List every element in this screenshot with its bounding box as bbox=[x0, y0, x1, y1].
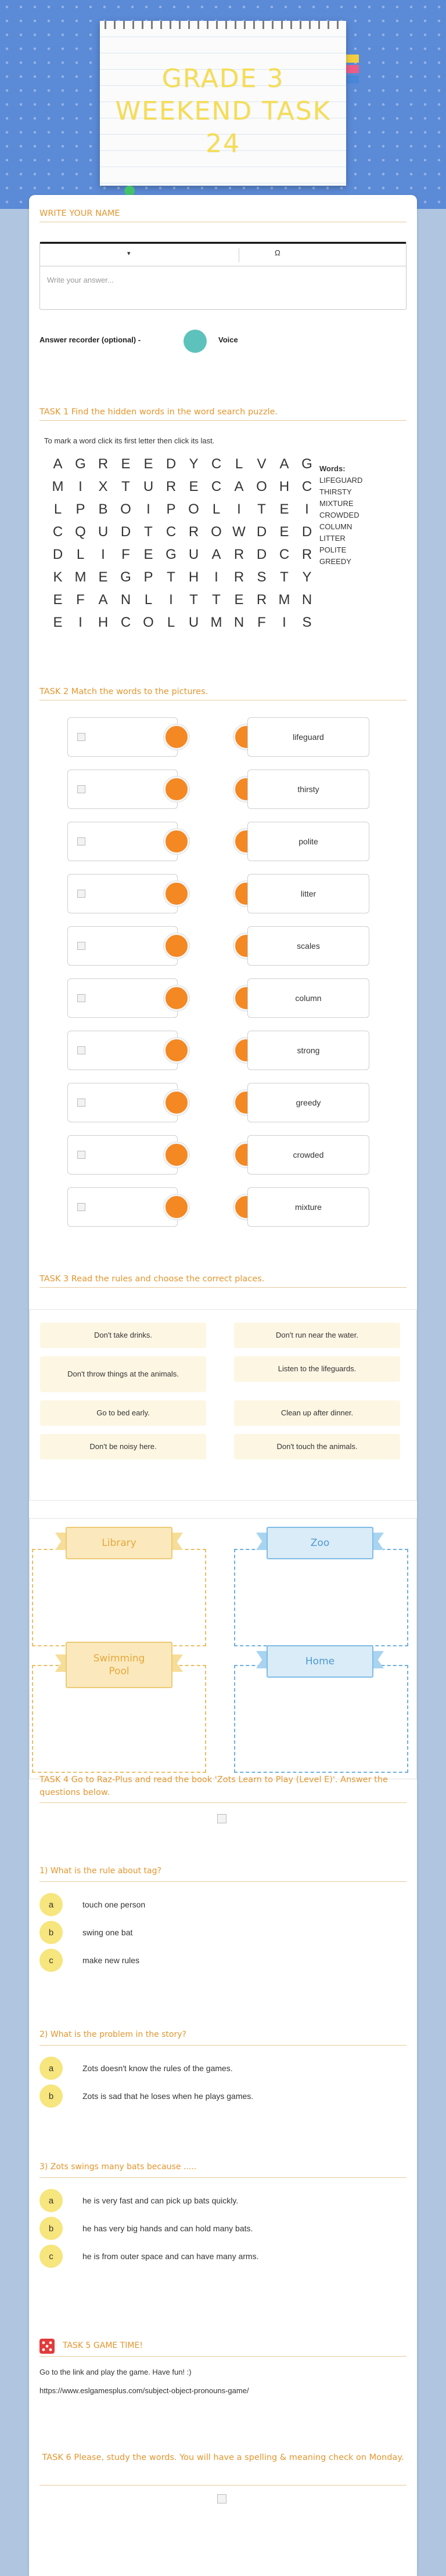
word-search-cell[interactable]: S bbox=[257, 569, 267, 585]
word-search-cell[interactable]: N bbox=[301, 592, 312, 608]
match-picture-card[interactable] bbox=[67, 1083, 178, 1122]
word-list bbox=[319, 463, 362, 568]
match-word-label: lifeguard bbox=[293, 732, 324, 742]
match-picture-card[interactable] bbox=[67, 1135, 178, 1175]
word-search-cell[interactable]: G bbox=[301, 456, 312, 472]
match-picture-card[interactable] bbox=[67, 822, 178, 861]
word-search-row bbox=[46, 479, 318, 501]
task5-text: Go to the link and play the game. Have fun! :) bbox=[39, 2368, 192, 2376]
voice-record-button[interactable] bbox=[184, 330, 207, 353]
word-search-cell[interactable]: E bbox=[234, 592, 244, 608]
places-drop-area bbox=[29, 1518, 417, 1779]
word-search-cell[interactable]: T bbox=[167, 569, 175, 585]
broken-image-icon bbox=[77, 890, 85, 898]
match-connector-left[interactable] bbox=[164, 1038, 189, 1063]
word-search-cell[interactable]: H bbox=[279, 479, 290, 494]
word-list-title: Words: bbox=[319, 464, 346, 473]
match-connector-left[interactable] bbox=[164, 829, 189, 854]
place-label-swimming-pool bbox=[66, 1642, 172, 1688]
word-search-cell[interactable]: I bbox=[78, 615, 82, 630]
answer-recorder-label: Answer recorder (optional) - bbox=[39, 335, 141, 344]
word-list-item: COLUMN bbox=[319, 522, 353, 531]
q1-option-c[interactable] bbox=[39, 1949, 139, 1972]
rule-card[interactable]: Don't take drinks. bbox=[40, 1323, 206, 1348]
drop-zone-library[interactable] bbox=[32, 1549, 206, 1646]
place-label-library-text: Library bbox=[102, 1537, 136, 1549]
match-picture-card[interactable] bbox=[67, 926, 178, 966]
word-search-row bbox=[46, 501, 318, 524]
game-link[interactable]: https://www.eslgamesplus.com/subject-object-pronouns-game/ bbox=[39, 2386, 249, 2395]
word-search-cell[interactable]: T bbox=[144, 524, 153, 540]
word-search-cell[interactable]: I bbox=[78, 479, 82, 494]
word-search-cell[interactable]: E bbox=[143, 456, 153, 472]
worksheet-card bbox=[29, 195, 417, 2576]
word-search-cell[interactable]: E bbox=[121, 456, 131, 472]
word-search-cell[interactable]: Q bbox=[75, 524, 86, 540]
word-search-cell[interactable]: M bbox=[278, 592, 290, 608]
match-word-card[interactable] bbox=[247, 874, 369, 913]
match-word-label: column bbox=[295, 993, 322, 1003]
option-letter: a bbox=[39, 2189, 63, 2212]
match-word-label: strong bbox=[297, 1046, 320, 1055]
place-label-swimming-pool-text: Swimming Pool bbox=[93, 1653, 145, 1677]
match-word-card[interactable] bbox=[247, 717, 369, 757]
word-search-cell[interactable]: M bbox=[74, 569, 87, 585]
rule-card[interactable]: Don't throw things at the animals. bbox=[40, 1356, 206, 1392]
word-search-cell[interactable]: E bbox=[98, 569, 108, 585]
word-search-cell[interactable]: U bbox=[188, 547, 199, 562]
word-search-cell[interactable]: D bbox=[166, 456, 177, 472]
match-word-label: scales bbox=[297, 941, 320, 951]
rule-card[interactable]: Listen to the lifeguards. bbox=[234, 1356, 400, 1382]
word-search-cell[interactable]: D bbox=[256, 524, 267, 540]
word-search-cell[interactable]: A bbox=[211, 547, 221, 562]
word-search-cell[interactable]: C bbox=[211, 456, 222, 472]
word-search-cell[interactable]: T bbox=[189, 592, 198, 608]
q2-option-a[interactable] bbox=[39, 2057, 233, 2080]
word-list-item: LITTER bbox=[319, 534, 346, 543]
word-search-cell[interactable]: U bbox=[188, 615, 199, 630]
question-2: 2) What is the problem in the story? bbox=[39, 2030, 186, 2039]
word-search-cell[interactable]: I bbox=[282, 615, 286, 630]
word-search-cell[interactable]: M bbox=[210, 615, 222, 630]
page-title: GRADE 3 WEEKEND TASK 24 bbox=[115, 64, 331, 158]
rule-card[interactable]: Don't run near the water. bbox=[234, 1323, 400, 1348]
word-search-row bbox=[46, 592, 318, 615]
match-word-card[interactable] bbox=[247, 926, 369, 966]
broken-image-icon bbox=[77, 1099, 85, 1107]
word-search-cell[interactable]: E bbox=[53, 592, 63, 608]
word-search-cell[interactable]: E bbox=[53, 615, 63, 630]
word-search-cell[interactable]: I bbox=[214, 569, 218, 585]
option-letter: b bbox=[39, 1921, 63, 1944]
word-search-cell[interactable]: T bbox=[121, 479, 130, 494]
voice-label: Voice bbox=[218, 335, 238, 344]
word-search-cell[interactable]: L bbox=[53, 501, 62, 517]
word-search-row bbox=[46, 456, 318, 479]
match-word-card[interactable] bbox=[247, 1187, 369, 1227]
task4-heading: TASK 4 Go to Raz-Plus and read the book 'Zots Learn to Play (Level E)'. Answer the questions below. bbox=[39, 1773, 407, 1803]
word-search-row bbox=[46, 547, 318, 569]
match-word-label: mixture bbox=[295, 1202, 322, 1212]
broken-image-icon bbox=[77, 994, 85, 1002]
option-text: Zots is sad that he loses when he plays games. bbox=[82, 2091, 254, 2101]
word-search-cell[interactable]: D bbox=[52, 547, 63, 562]
word-search-cell[interactable]: R bbox=[98, 456, 109, 472]
match-connector-left[interactable] bbox=[164, 1142, 189, 1168]
special-char-icon[interactable]: Ω bbox=[275, 248, 280, 257]
word-search-row bbox=[46, 615, 318, 637]
word-search-cell[interactable]: D bbox=[256, 547, 267, 562]
option-letter: c bbox=[39, 2245, 63, 2268]
word-search-cell[interactable]: C bbox=[166, 524, 177, 540]
word-search-cell[interactable]: I bbox=[146, 501, 150, 517]
word-search-cell[interactable]: I bbox=[237, 501, 241, 517]
match-picture-card[interactable] bbox=[67, 1187, 178, 1227]
rule-card[interactable]: Go to bed early. bbox=[40, 1400, 206, 1426]
word-search-cell[interactable]: N bbox=[233, 615, 244, 630]
task1-instruction: To mark a word click its first letter then click its last. bbox=[44, 436, 215, 445]
word-search-cell[interactable]: R bbox=[233, 547, 244, 562]
place-label-library bbox=[66, 1527, 172, 1559]
word-list-item: THIRSTY bbox=[319, 487, 352, 496]
q3-option-a[interactable] bbox=[39, 2189, 238, 2212]
word-search-cell[interactable]: A bbox=[53, 456, 63, 472]
match-connector-left[interactable] bbox=[164, 985, 189, 1011]
word-search-cell[interactable]: L bbox=[76, 547, 85, 562]
match-connector-left[interactable] bbox=[164, 724, 189, 750]
option-letter: b bbox=[39, 2217, 63, 2240]
option-letter: a bbox=[39, 1893, 63, 1916]
vocabulary-image bbox=[217, 2494, 226, 2503]
question-1: 1) What is the rule about tag? bbox=[39, 1866, 161, 1876]
word-search-cell[interactable]: H bbox=[98, 615, 109, 630]
editor-toolbar bbox=[40, 242, 406, 266]
word-search-cell[interactable]: O bbox=[211, 524, 222, 540]
header-banner bbox=[0, 0, 446, 209]
word-search-cell[interactable]: X bbox=[98, 479, 108, 494]
dice-icon bbox=[39, 2339, 55, 2354]
match-word-card[interactable] bbox=[247, 1083, 369, 1122]
word-search-cell[interactable]: E bbox=[189, 479, 199, 494]
rules-pool bbox=[29, 1309, 417, 1501]
option-text: swing one bat bbox=[82, 1928, 133, 1937]
match-connector-left[interactable] bbox=[164, 933, 189, 959]
word-search-cell[interactable]: G bbox=[166, 547, 177, 562]
question-3-divider bbox=[39, 2177, 407, 2178]
word-search-cell[interactable]: R bbox=[188, 524, 199, 540]
task2-heading: TASK 2 Match the words to the pictures. bbox=[39, 687, 407, 700]
question-3: 3) Zots swings many bats because ..... bbox=[39, 2162, 197, 2172]
match-word-card[interactable] bbox=[247, 1031, 369, 1070]
match-picture-card[interactable] bbox=[67, 769, 178, 809]
word-search-cell[interactable]: C bbox=[279, 547, 290, 562]
word-list-items bbox=[319, 475, 362, 568]
word-search-cell[interactable]: Y bbox=[189, 456, 199, 472]
word-search-cell[interactable]: E bbox=[143, 547, 153, 562]
word-search-cell[interactable]: F bbox=[121, 547, 130, 562]
word-search-cell[interactable]: G bbox=[120, 569, 131, 585]
task5-heading: TASK 5 GAME TIME! bbox=[63, 2341, 143, 2350]
option-text: he has very big hands and can hold many bats. bbox=[82, 2224, 253, 2233]
option-text: make new rules bbox=[82, 1956, 140, 1965]
word-search-cell[interactable]: F bbox=[76, 592, 85, 608]
option-text: Zots doesn't know the rules of the games. bbox=[82, 2064, 233, 2073]
match-connector-left[interactable] bbox=[164, 1090, 189, 1115]
word-search-cell[interactable]: T bbox=[280, 569, 289, 585]
broken-image-icon bbox=[77, 733, 85, 741]
place-label-home bbox=[267, 1645, 373, 1678]
word-search-cell[interactable]: L bbox=[235, 456, 243, 472]
task6-heading: TASK 6 Please, study the words. You will have a spelling & meaning check on Monday. bbox=[42, 2453, 404, 2462]
task1-heading: TASK 1 Find the hidden words in the word search puzzle. bbox=[39, 407, 407, 421]
word-search-row bbox=[46, 569, 318, 592]
word-search-cell[interactable]: L bbox=[144, 592, 153, 608]
name-answer-placeholder[interactable]: Write your answer... bbox=[47, 276, 114, 284]
word-search-cell[interactable]: F bbox=[257, 615, 266, 630]
word-search-cell[interactable]: N bbox=[120, 592, 131, 608]
broken-image-icon bbox=[77, 1203, 85, 1211]
word-search-cell[interactable]: R bbox=[256, 592, 267, 608]
option-letter: a bbox=[39, 2057, 63, 2080]
match-word-label: crowded bbox=[293, 1150, 324, 1159]
word-search-cell[interactable]: R bbox=[233, 569, 244, 585]
word-search-cell[interactable]: D bbox=[301, 524, 312, 540]
match-connector-left[interactable] bbox=[164, 1194, 189, 1220]
word-search-cell[interactable]: E bbox=[279, 501, 289, 517]
word-search-cell[interactable]: R bbox=[166, 479, 177, 494]
match-word-label: litter bbox=[300, 889, 316, 898]
word-list-item: CROWDED bbox=[319, 511, 359, 519]
word-list-item: LIFEGUARD bbox=[319, 476, 363, 485]
word-search-grid bbox=[46, 456, 318, 637]
drop-zone-home[interactable] bbox=[234, 1665, 408, 1773]
word-search-cell[interactable]: W bbox=[232, 524, 246, 540]
word-search-cell[interactable]: C bbox=[120, 615, 131, 630]
q3-option-b[interactable] bbox=[39, 2217, 253, 2240]
word-search-cell[interactable]: C bbox=[301, 479, 312, 494]
font-dropdown-icon[interactable]: ▾ bbox=[127, 250, 131, 257]
word-search-cell[interactable]: U bbox=[143, 479, 154, 494]
option-text: he is from outer space and can have many arms. bbox=[82, 2252, 259, 2261]
word-list-item: GREEDY bbox=[319, 557, 351, 566]
broken-image-icon bbox=[77, 1151, 85, 1159]
write-name-heading: WRITE YOUR NAME bbox=[39, 209, 407, 222]
word-search-cell[interactable]: I bbox=[305, 501, 309, 517]
broken-image-icon bbox=[77, 837, 85, 846]
q1-option-b[interactable] bbox=[39, 1921, 132, 1944]
word-search-cell[interactable]: L bbox=[167, 615, 175, 630]
word-search-cell[interactable]: C bbox=[211, 479, 222, 494]
word-search-cell[interactable]: B bbox=[98, 501, 108, 517]
word-search-cell[interactable]: C bbox=[52, 524, 63, 540]
question-2-divider bbox=[39, 2045, 407, 2046]
match-word-card[interactable] bbox=[247, 1135, 369, 1175]
match-word-card[interactable] bbox=[247, 822, 369, 861]
match-word-card[interactable] bbox=[247, 978, 369, 1018]
word-search-cell[interactable]: H bbox=[188, 569, 199, 585]
word-search-cell[interactable]: P bbox=[143, 569, 153, 585]
match-picture-card[interactable] bbox=[67, 717, 178, 757]
word-list-item: MIXTURE bbox=[319, 499, 354, 508]
word-search-cell[interactable]: P bbox=[166, 501, 176, 517]
option-text: he is very fast and can pick up bats quickly. bbox=[82, 2196, 239, 2205]
match-word-card[interactable] bbox=[247, 769, 369, 809]
rule-card[interactable]: Clean up after dinner. bbox=[234, 1400, 400, 1426]
rule-card[interactable]: Don't be noisy here. bbox=[40, 1434, 206, 1459]
match-picture-card[interactable] bbox=[67, 978, 178, 1018]
word-search-cell[interactable]: K bbox=[53, 569, 63, 585]
word-search-cell[interactable]: A bbox=[234, 479, 244, 494]
word-list-item: POLITE bbox=[319, 545, 347, 554]
book-cover-image bbox=[217, 1814, 226, 1823]
word-search-cell[interactable]: M bbox=[52, 479, 64, 494]
q3-option-c[interactable] bbox=[39, 2245, 258, 2268]
word-search-cell[interactable]: I bbox=[101, 547, 105, 562]
word-search-cell[interactable]: T bbox=[212, 592, 221, 608]
drop-zone-zoo[interactable] bbox=[234, 1549, 408, 1646]
place-label-zoo-text: Zoo bbox=[310, 1537, 330, 1549]
word-search-row bbox=[46, 524, 318, 547]
option-letter: b bbox=[39, 2084, 63, 2108]
word-search-cell[interactable]: R bbox=[301, 547, 312, 562]
word-search-cell[interactable]: V bbox=[257, 456, 267, 472]
match-word-label: thirsty bbox=[297, 785, 319, 794]
task5-divider bbox=[39, 2356, 407, 2357]
word-search-cell[interactable]: I bbox=[169, 592, 173, 608]
match-connector-left[interactable] bbox=[164, 881, 189, 906]
option-text: touch one person bbox=[82, 1900, 146, 1909]
word-search-cell[interactable]: O bbox=[120, 501, 131, 517]
q2-option-b[interactable] bbox=[39, 2084, 253, 2108]
word-search-cell[interactable]: Y bbox=[302, 569, 312, 585]
word-search-cell[interactable]: T bbox=[257, 501, 266, 517]
word-search-cell[interactable]: U bbox=[98, 524, 109, 540]
word-search-cell[interactable]: O bbox=[143, 615, 154, 630]
match-word-label: greedy bbox=[296, 1098, 321, 1107]
match-picture-card[interactable] bbox=[67, 1031, 178, 1070]
q1-option-a[interactable] bbox=[39, 1893, 145, 1916]
word-search-cell[interactable]: O bbox=[256, 479, 267, 494]
match-connector-left[interactable] bbox=[164, 776, 189, 802]
broken-image-icon bbox=[77, 942, 85, 950]
word-search-cell[interactable]: A bbox=[279, 456, 289, 472]
word-search-cell[interactable]: D bbox=[120, 524, 131, 540]
name-answer-box[interactable] bbox=[39, 241, 407, 310]
word-search-cell[interactable]: S bbox=[302, 615, 312, 630]
rule-card[interactable]: Don't touch the animals. bbox=[234, 1434, 400, 1459]
place-label-home-text: Home bbox=[305, 1656, 335, 1667]
word-search-cell[interactable]: G bbox=[75, 456, 86, 472]
match-word-label: polite bbox=[298, 837, 318, 846]
word-search-cell[interactable]: O bbox=[188, 501, 199, 517]
option-letter: c bbox=[39, 1949, 63, 1972]
broken-image-icon bbox=[77, 785, 85, 793]
word-search-cell[interactable]: E bbox=[279, 524, 289, 540]
word-search-cell[interactable]: L bbox=[212, 501, 221, 517]
match-picture-card[interactable] bbox=[67, 874, 178, 913]
word-search-cell[interactable]: P bbox=[75, 501, 85, 517]
place-label-zoo bbox=[267, 1527, 373, 1559]
word-search-cell[interactable]: A bbox=[98, 592, 108, 608]
task3-heading: TASK 3 Read the rules and choose the correct places. bbox=[39, 1274, 407, 1288]
broken-image-icon bbox=[77, 1046, 85, 1054]
question-1-divider bbox=[39, 1881, 407, 1882]
